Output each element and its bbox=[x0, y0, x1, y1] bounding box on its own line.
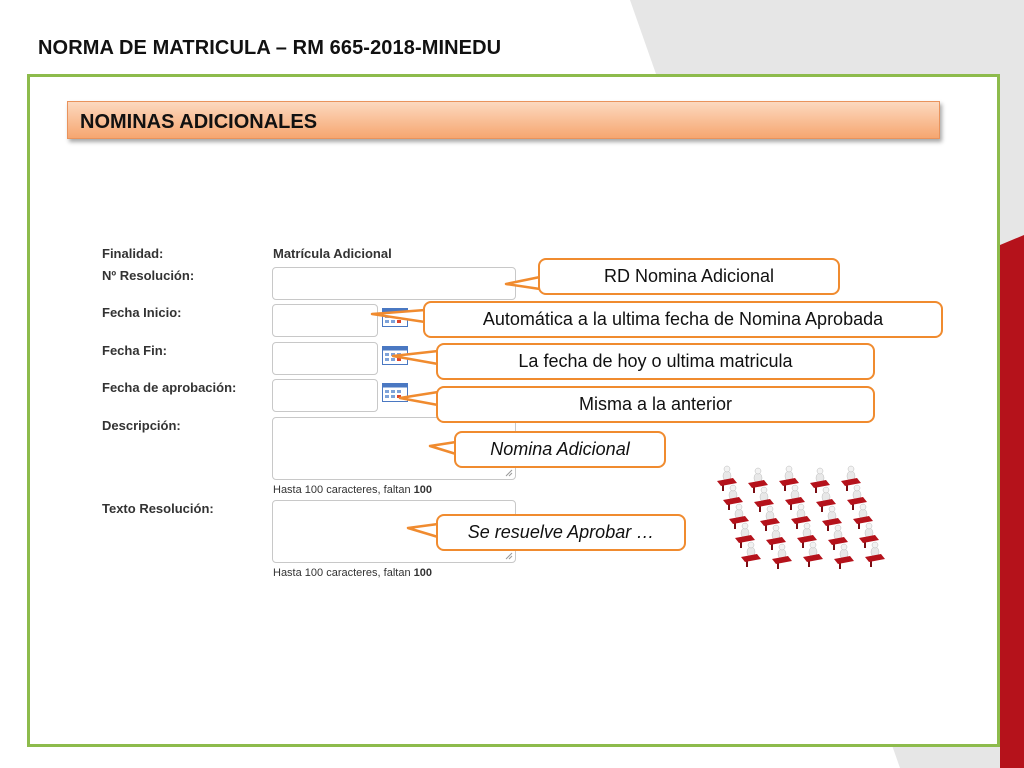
descripcion-label: Descripción: bbox=[102, 418, 181, 433]
callout-resolucion: RD Nomina Adicional bbox=[538, 258, 840, 295]
fecha-inicio-label: Fecha Inicio: bbox=[102, 305, 182, 320]
student-desk bbox=[865, 542, 885, 567]
student-desk bbox=[803, 542, 823, 567]
texto-resolucion-label: Texto Resolución: bbox=[102, 501, 214, 516]
callout-texto-resolucion: Se resuelve Aprobar … bbox=[436, 514, 686, 551]
texto-resolucion-hint: Hasta 100 caracteres, faltan 100 bbox=[273, 567, 432, 579]
slide-title: NORMA DE MATRICULA – RM 665-2018-MINEDU bbox=[38, 37, 502, 59]
descripcion-hint: Hasta 100 caracteres, faltan 100 bbox=[273, 484, 432, 496]
section-title: NOMINAS ADICIONALES bbox=[80, 111, 318, 133]
student-desk bbox=[834, 544, 854, 569]
callout-descripcion: Nomina Adicional bbox=[454, 431, 666, 468]
student-desk bbox=[772, 544, 792, 569]
finalidad-value: Matrícula Adicional bbox=[273, 246, 392, 261]
callout-fecha-inicio: Automática a la ultima fecha de Nomina Aprobada bbox=[423, 301, 943, 338]
finalidad-label: Finalidad: bbox=[102, 246, 164, 261]
fecha-aprobacion-label: Fecha de aprobación: bbox=[102, 380, 237, 395]
callout-fecha-fin: La fecha de hoy o ultima matricula bbox=[436, 343, 875, 380]
classroom-illustration bbox=[703, 455, 886, 575]
fecha-fin-label: Fecha Fin: bbox=[102, 343, 168, 358]
student-desk bbox=[741, 542, 761, 567]
resolucion-label: Nº Resolución: bbox=[102, 268, 195, 283]
callout-fecha-aprobacion: Misma a la anterior bbox=[436, 386, 875, 423]
